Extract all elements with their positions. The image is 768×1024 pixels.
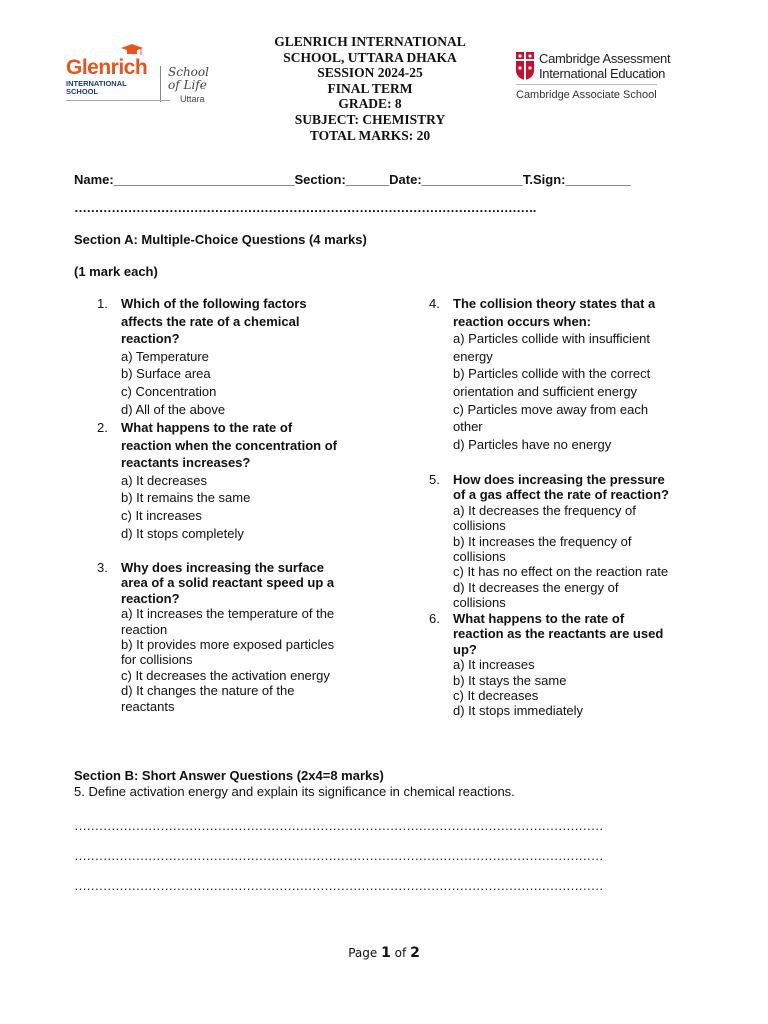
question-text: up? [453,641,477,657]
option: reaction [121,621,168,637]
question-number: 5. [429,472,440,487]
section-b-title: Section B: Short Answer Questions (2x4=8 marks) [74,768,384,783]
option: b) Particles collide with the correct [453,366,651,382]
cambridge-line-1: Cambridge Assessment [539,51,671,66]
question-number: 3. [97,560,108,575]
glenrich-tagline [168,66,209,92]
cambridge-subtitle: Cambridge Associate School [516,89,657,101]
answer-line[interactable]: ………………………………………………………………………………………………………………… [74,878,603,893]
header-line: TOTAL MARKS: 20 [309,127,431,143]
option: a) It increases the temperature of the [121,606,335,622]
option: collisions [453,518,506,534]
option: c) Concentration [121,383,217,399]
option: a) It decreases the frequency of [453,502,636,518]
option: d) It stops immediately [453,703,584,719]
option: c) Particles move away from each [453,401,649,417]
cambridge-divider [516,84,657,85]
question-text: reaction? [121,590,180,606]
cambridge-logo [516,50,671,106]
question-text: reactants increases? [121,455,251,471]
glenrich-campus: Uttara [180,94,205,104]
answer-line[interactable]: ………………………………………………………………………………………………………………… [74,848,603,863]
option: collisions [453,595,506,611]
option: d) Particles have no energy [453,436,612,452]
option: a) Particles collide with insufficient [453,331,651,347]
option: reactants [121,698,175,714]
option: c) It increases [121,507,202,523]
of-word: of [394,946,407,960]
option: b) It provides more exposed particles [121,637,335,653]
question-text: How does increasing the pressure [453,472,665,487]
question-number: 1. [97,296,108,311]
cambridge-shield-icon [516,52,534,80]
option: energy [453,348,493,364]
option: a) It decreases [121,472,207,488]
option: collisions [453,549,506,565]
question-text: reaction? [121,331,180,347]
question-text: reaction as the reactants are used [453,626,664,642]
logo-divider [160,66,161,102]
question-text: Why does increasing the surface [121,560,325,575]
page-word: Page [348,946,378,960]
question-text: The collision theory states that a [453,296,656,311]
graduation-cap-icon [121,44,143,56]
question-2 [97,419,337,542]
question-text: reaction occurs when: [453,313,591,329]
page-footer [0,945,768,961]
option: c) It has no effect on the reaction rate [453,564,669,580]
question-text: affects the rate of a chemical [121,313,300,329]
section-b-question: 5. Define activation energy and explain its significance in chemical reactions. [74,784,515,799]
header-line: GLENRICH INTERNATIONAL [274,34,466,49]
option: a) Temperature [121,348,209,364]
question-number: 6. [429,611,440,626]
logo-underline [66,100,170,101]
option: c) It decreases [453,688,539,704]
header-line: SESSION 2024-25 [317,65,423,81]
header-line: FINAL TERM [327,80,413,96]
marks-note: (1 mark each) [74,264,158,279]
school-header [230,34,510,143]
option: c) It decreases the activation energy [121,667,330,683]
question-4 [429,295,656,453]
page-number: 1 [381,945,391,961]
glenrich-logo [64,42,224,108]
cambridge-line-2: International Education [539,66,666,81]
question-number: 2. [97,420,108,435]
option: b) It stays the same [453,672,567,688]
question-text: reaction when the concentration of [121,437,337,453]
header-line: GRADE: 8 [338,96,402,112]
section-a-title: Section A: Multiple-Choice Questions (4 marks) [74,232,367,247]
student-info-line: Name:_________________________Section:______Date:______________T.Sign:_________ [74,172,631,187]
question-text: What happens to the rate of [453,611,625,626]
question-number: 4. [429,296,440,311]
header-line: SUBJECT: CHEMISTRY [294,111,446,127]
option: other [453,419,483,435]
question-text: area of a solid reactant speed up a [121,575,335,591]
tagline-line-1: School [168,65,209,79]
option: b) Surface area [121,366,211,382]
question-text: What happens to the rate of [121,420,293,435]
question-text: Which of the following factors [121,296,307,311]
option: b) It increases the frequency of [453,533,632,549]
header-line: SCHOOL, UTTARA DHAKA [283,49,457,65]
question-6 [429,611,664,719]
option: d) All of the above [121,401,226,417]
question-5 [429,472,669,611]
glenrich-subtitle: INTERNATIONAL SCHOOL [66,79,127,96]
answer-line[interactable]: ………………………………………………………………………………………………………………… [74,818,603,833]
option: orientation and sufficient energy [453,383,638,399]
separator-dots: …………………………………………………………………………………………………. [74,200,536,215]
glenrich-wordmark: Glenrich [66,56,148,79]
question-3 [97,560,335,714]
option: b) It remains the same [121,490,251,506]
question-text: of a gas affect the rate of reaction? [453,487,669,503]
page-total: 2 [410,945,420,961]
option: for collisions [121,652,193,668]
option: d) It decreases the energy of [453,579,619,595]
option: d) It changes the nature of the [121,683,295,699]
option: a) It increases [453,657,535,673]
question-1 [97,295,307,418]
tagline-line-2: of Life [168,78,207,92]
option: d) It stops completely [121,525,244,541]
